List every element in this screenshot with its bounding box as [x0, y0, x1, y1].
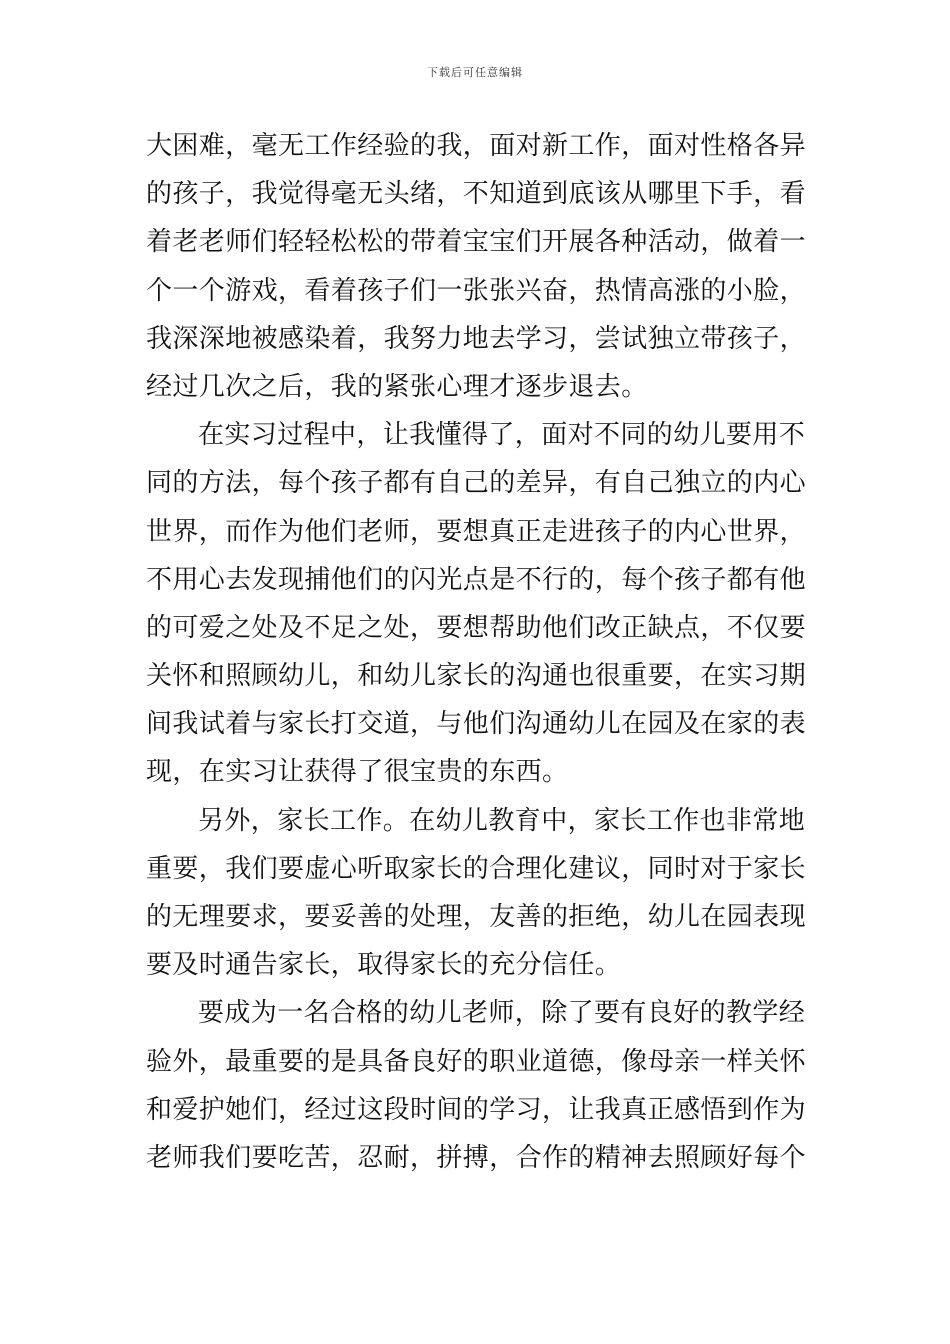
text-line: 关怀和照顾幼儿，和幼儿家长的沟通也很重要，在实习期: [146, 661, 807, 692]
text-line: 同的方法，每个孩子都有自己的差异，有自己独立的内心: [146, 468, 807, 499]
paragraph-first-line: 在实习过程中，让我懂得了，面对不同的幼儿要用不: [198, 420, 806, 451]
text-line: 的无理要求，要妥善的处理，友善的拒绝，幼儿在园表现: [146, 902, 807, 932]
page-header: 下载后可任意编辑: [427, 66, 523, 79]
text-line: 世界，而作为他们老师，要想真正走进孩子的内心世界，: [146, 516, 807, 547]
text-line: 验外，最重要的是具备良好的职业道德，像母亲一样关怀: [146, 1046, 807, 1077]
paragraph-first-line: 要成为一名合格的幼儿老师，除了要有良好的教学经: [198, 998, 806, 1029]
text-line: 的孩子，我觉得毫无头绪，不知道到底该从哪里下手，看: [146, 179, 807, 210]
text-line: 间我试着与家长打交道，与他们沟通幼儿在园及在家的表: [146, 709, 807, 740]
paragraph-first-line: 另外，家长工作。在幼儿教育中，家长工作也非常地: [198, 805, 806, 836]
text-line: 着老老师们轻轻松松的带着宝宝们开展各种活动，做着一: [146, 227, 807, 258]
text-line: 我深深地被感染着，我努力地去学习，尝试独立带孩子，: [146, 323, 807, 354]
document-body: [146, 122, 806, 1182]
text-line: 要及时通告家长，取得家长的充分信任。: [146, 950, 622, 981]
text-line: 的可爱之处及不足之处，要想帮助他们改正缺点，不仅要: [146, 612, 807, 643]
text-line: 和爱护她们，经过这段时间的学习，让我真正感悟到作为: [146, 1094, 807, 1125]
text-line: 老师我们要吃苦，忍耐，拼搏，合作的精神去照顾好每个: [146, 1142, 807, 1173]
text-line: 重要，我们要虚心听取家长的合理化建议，同时对于家长: [146, 853, 807, 884]
text-line: 现，在实习让获得了很宝贵的东西。: [146, 757, 569, 788]
text-line: 大困难，毫无工作经验的我，面对新工作，面对性格各异: [146, 131, 807, 161]
text-line: 不用心去发现捕他们的闪光点是不行的，每个孩子都有他: [146, 564, 807, 595]
text-line: 个一个游戏，看着孩子们一张张兴奋，热情高涨的小脸，: [146, 275, 807, 306]
text-line: 经过几次之后，我的紧张心理才逐步退去。: [146, 371, 648, 402]
